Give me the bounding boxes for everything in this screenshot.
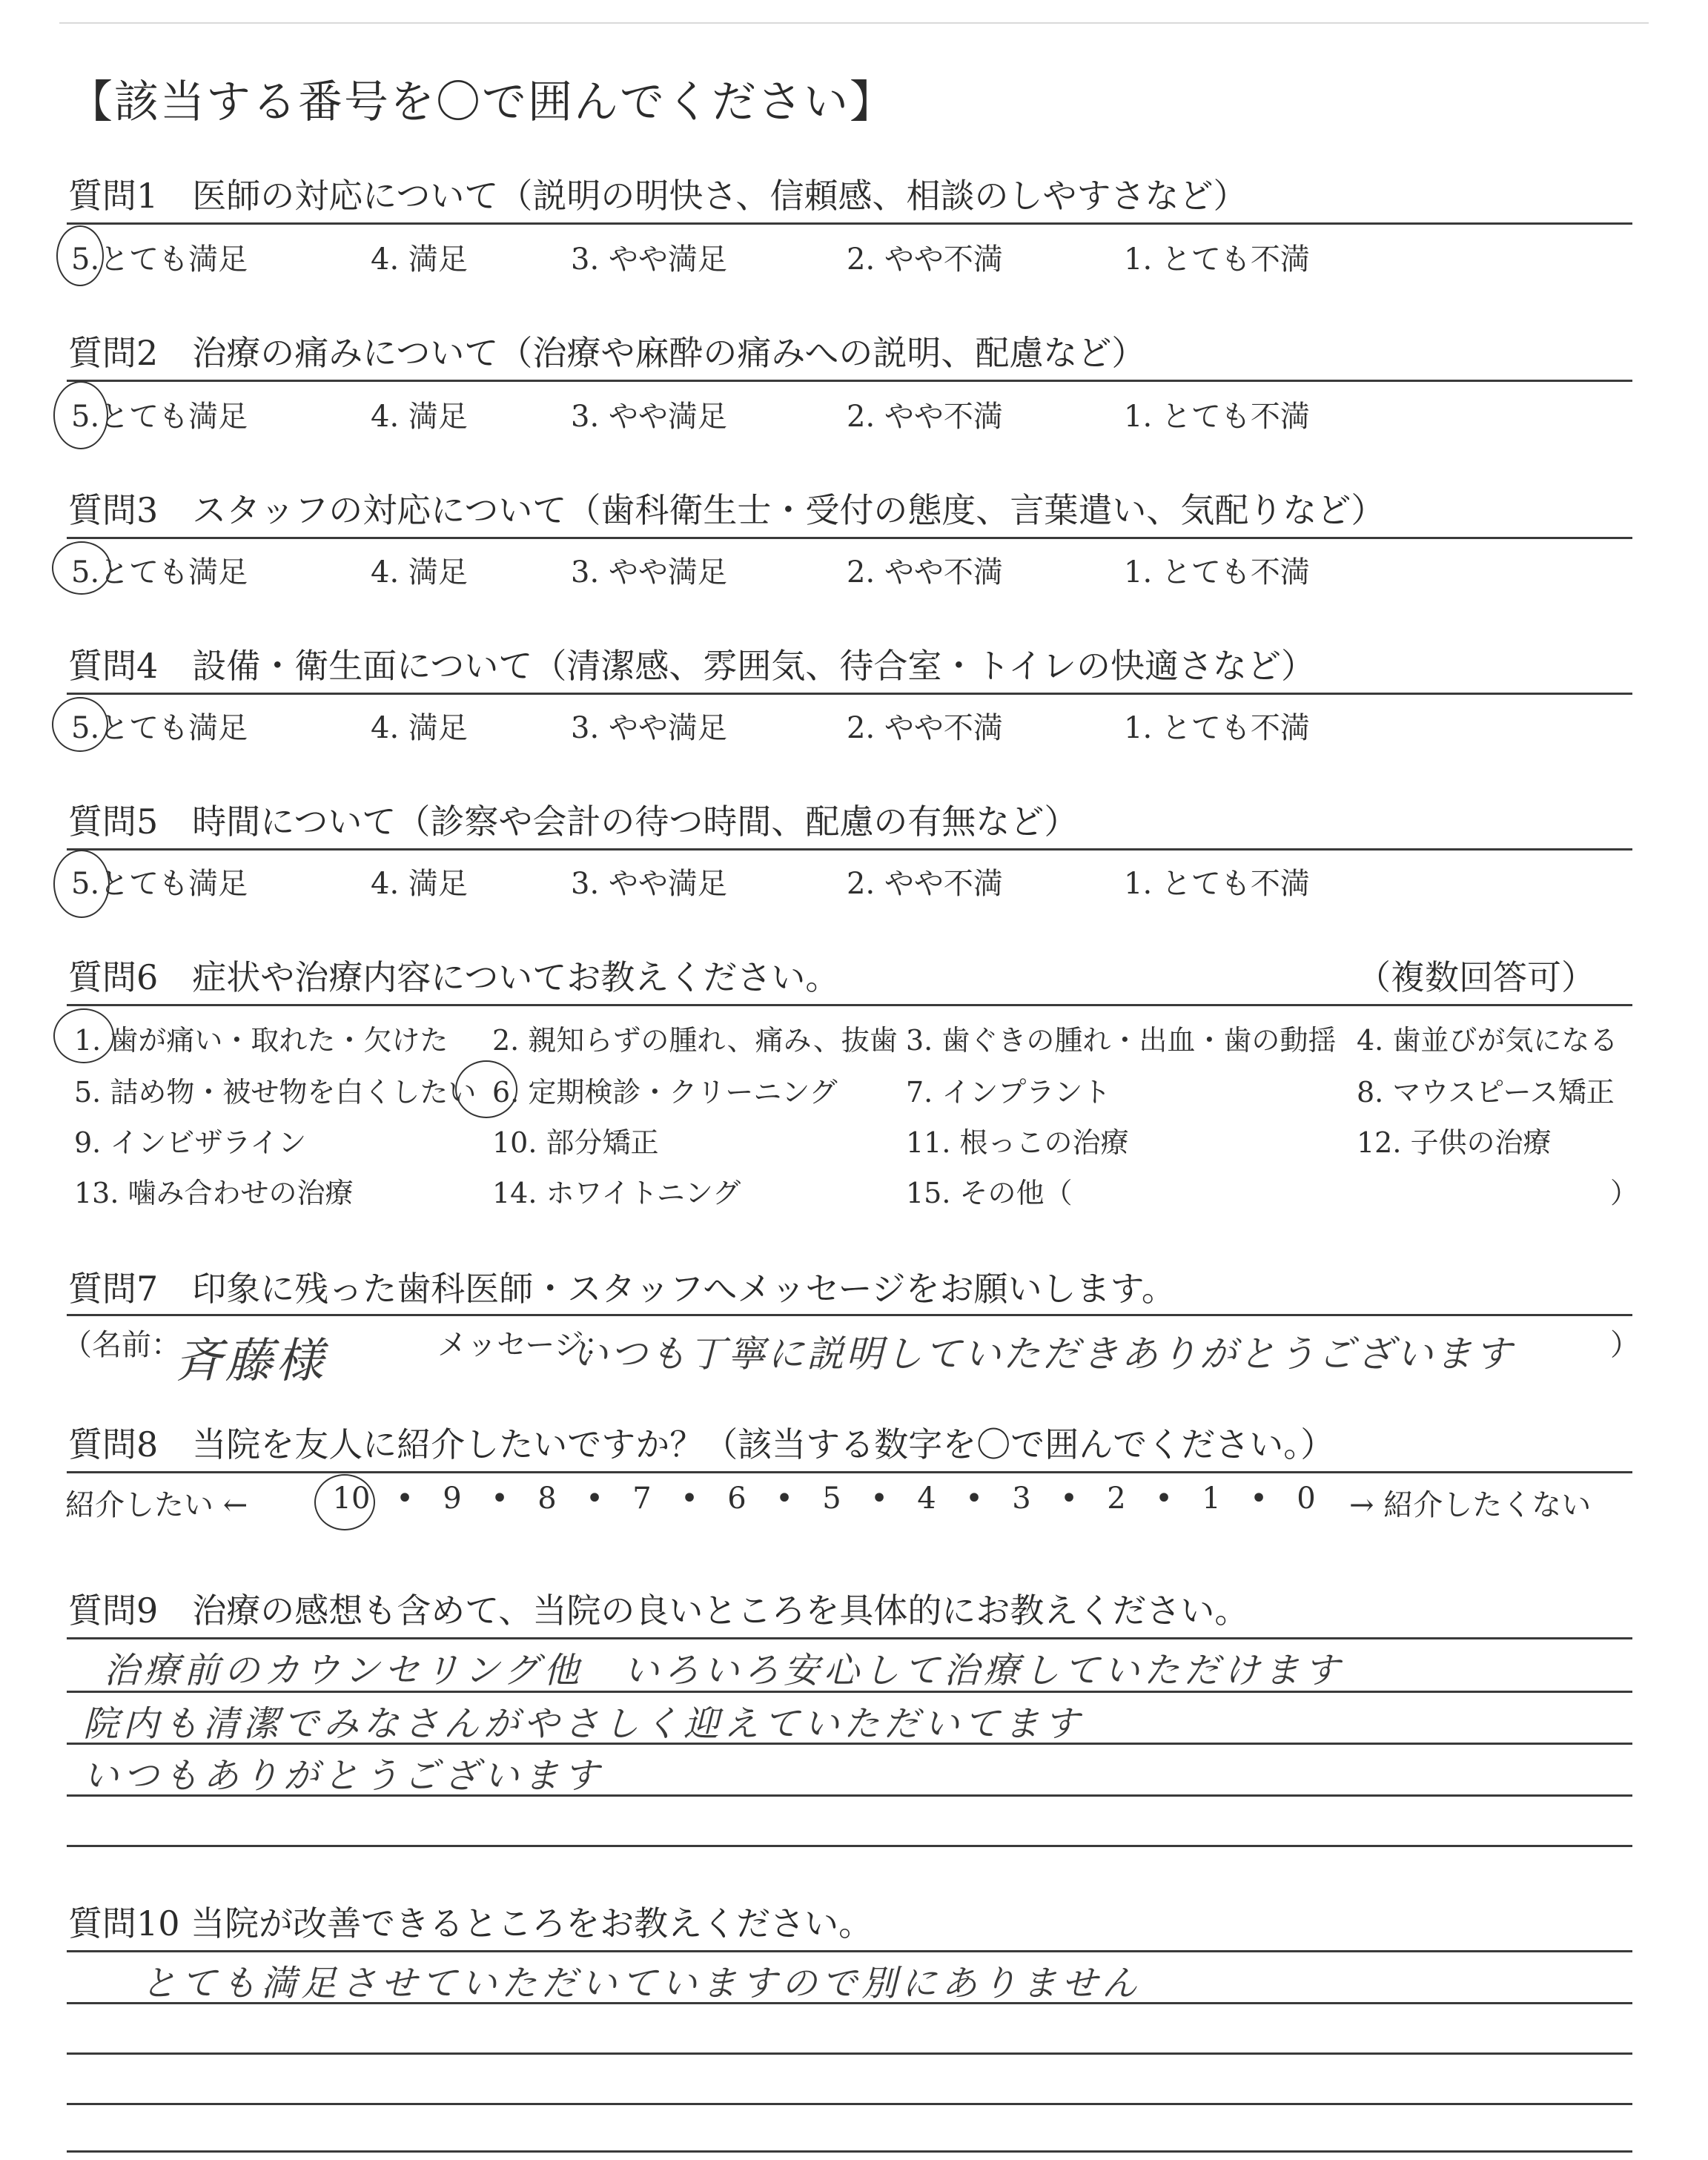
q8-value-3[interactable]: 3: [1012, 1482, 1031, 1516]
q1-option-3[interactable]: 3. やや満足: [571, 242, 727, 277]
question-3-title: 質問3 スタッフの対応について（歯科衛生士・受付の態度、言葉遣い、気配りなど）: [68, 490, 1386, 530]
question-8-rule: [67, 1471, 1632, 1473]
question-9-title: 質問9 治療の感想も含めて、当院の良いところを具体的にお教えください。: [68, 1591, 1249, 1631]
q8-value-8[interactable]: 8: [537, 1482, 557, 1516]
q5-option-5[interactable]: 5.とても満足: [71, 867, 248, 901]
question-4-rule: [67, 693, 1632, 695]
q8-value-6[interactable]: 6: [727, 1482, 747, 1516]
q3-option-1[interactable]: 1. とても不満: [1124, 555, 1310, 589]
q6-item-3[interactable]: 3. 歯ぐきの腫れ・出血・歯の動揺: [906, 1024, 1337, 1057]
q4-option-5[interactable]: 5.とても満足: [71, 711, 248, 745]
q10-answer-line-1[interactable]: とても満足させていただいていますので別にありません: [141, 1963, 1142, 2004]
q6-item-7[interactable]: 7. インプラント: [906, 1076, 1111, 1109]
q2-option-1[interactable]: 1. とても不満: [1124, 400, 1310, 434]
q6-item-6[interactable]: 6. 定期検診・クリーニング: [492, 1076, 838, 1109]
q6-item-14[interactable]: 14. ホワイトニング: [492, 1177, 741, 1209]
q4-selection-circle: [52, 697, 108, 752]
q8-dot: •: [681, 1482, 698, 1516]
q3-option-2[interactable]: 2. やや不満: [847, 555, 1003, 589]
question-2-title: 質問2 治療の痛みについて（治療や麻酔の痛みへの説明、配慮など）: [68, 333, 1146, 373]
q5-option-4[interactable]: 4. 満足: [371, 867, 468, 901]
question-1-rule: [67, 222, 1632, 225]
q8-value-4[interactable]: 4: [917, 1482, 936, 1516]
q9-answer-line-1[interactable]: 治療前のカウンセリング他 いろいろ安心して治療していただけます: [104, 1650, 1345, 1691]
q8-value-1[interactable]: 1: [1202, 1482, 1221, 1516]
q1-option-4[interactable]: 4. 満足: [371, 242, 468, 277]
question-10-title: 質問10 当院が改善できるところをお教えください。: [68, 1903, 873, 1943]
q3-option-3[interactable]: 3. やや満足: [571, 555, 727, 589]
q4-option-2[interactable]: 2. やや不満: [847, 711, 1003, 745]
question-5-title: 質問5 時間について（診察や会計の待つ時間、配慮の有無など）: [68, 802, 1079, 842]
q8-dot: •: [870, 1482, 888, 1516]
q3-option-5[interactable]: 5.とても満足: [71, 555, 248, 589]
q7-name-label: （名前：: [62, 1328, 181, 1362]
q8-dot: •: [1155, 1482, 1173, 1516]
q3-selection-circle: [52, 541, 111, 595]
q7-message-label: メッセージ：: [437, 1328, 614, 1362]
q7-name-handwritten[interactable]: 斉藤様: [175, 1334, 326, 1389]
q5-option-1[interactable]: 1. とても不満: [1124, 867, 1310, 901]
question-5-rule: [67, 848, 1632, 851]
q5-selection-circle: [53, 850, 110, 918]
q8-value-2[interactable]: 2: [1107, 1482, 1126, 1516]
q9-answer-line-2[interactable]: 院内も清潔でみなさんがやさしく迎えていただいてます: [83, 1703, 1085, 1745]
q6-item-15[interactable]: 15. その他（: [906, 1177, 1073, 1209]
question-4-title: 質問4 設備・衛生面について（清潔感、雰囲気、待合室・トイレの快適さなど）: [68, 646, 1316, 686]
question-6-rule: [67, 1004, 1632, 1006]
q1-option-1[interactable]: 1. とても不満: [1124, 242, 1310, 277]
q6-item-2[interactable]: 2. 親知らずの腫れ、痛み、抜歯: [492, 1024, 898, 1057]
q2-option-2[interactable]: 2. やや不満: [847, 400, 1003, 434]
q6-item-12[interactable]: 12. 子供の治療: [1357, 1126, 1552, 1159]
q8-dot: •: [775, 1482, 793, 1516]
q5-option-3[interactable]: 3. やや満足: [571, 867, 727, 901]
q10-line-5: [67, 2150, 1632, 2153]
q8-left-label: 紹介したい ←: [65, 1488, 248, 1522]
q2-option-4[interactable]: 4. 満足: [371, 400, 468, 434]
q8-dot: •: [1060, 1482, 1078, 1516]
q6-selection-circle-1: [53, 1008, 114, 1063]
q6-item-15-close: ）: [1610, 1177, 1639, 1209]
q8-value-9[interactable]: 9: [443, 1482, 462, 1516]
q10-line-1: [67, 1950, 1632, 1952]
question-7-rule: [67, 1314, 1632, 1316]
q6-item-1[interactable]: 1. 歯が痛い・取れた・欠けた: [74, 1024, 448, 1057]
q8-dot: •: [1250, 1482, 1268, 1516]
q6-item-10[interactable]: 10. 部分矯正: [492, 1126, 659, 1159]
q1-option-5[interactable]: 5.とても満足: [71, 242, 248, 277]
question-3-rule: [67, 537, 1632, 539]
q6-item-4[interactable]: 4. 歯並びが気になる: [1357, 1024, 1618, 1057]
q8-value-7[interactable]: 7: [632, 1482, 652, 1516]
q8-value-5[interactable]: 5: [822, 1482, 841, 1516]
q6-item-13[interactable]: 13. 噛み合わせの治療: [74, 1177, 354, 1209]
q4-option-1[interactable]: 1. とても不満: [1124, 711, 1310, 745]
q10-line-4: [67, 2103, 1632, 2105]
q6-item-5[interactable]: 5. 詰め物・被せ物を白くしたい: [74, 1076, 477, 1109]
question-6-multiple-note: （複数回答可）: [1357, 957, 1595, 997]
q2-selection-circle: [53, 381, 108, 449]
q2-option-5[interactable]: 5.とても満足: [71, 400, 248, 434]
q3-option-4[interactable]: 4. 満足: [371, 555, 468, 589]
q9-answer-line-3[interactable]: いつもありがとうございます: [83, 1755, 604, 1797]
q6-item-8[interactable]: 8. マウスピース矯正: [1357, 1076, 1615, 1109]
question-7-title: 質問7 印象に残った歯科医師・スタッフへメッセージをお願いします。: [68, 1269, 1176, 1309]
q2-option-3[interactable]: 3. やや満足: [571, 400, 727, 434]
q6-item-11[interactable]: 11. 根っこの治療: [906, 1126, 1129, 1159]
q10-line-3: [67, 2052, 1632, 2055]
q1-selection-circle: [56, 225, 104, 286]
q7-message-handwritten[interactable]: いつも丁寧に説明していただきありがとうございます: [571, 1332, 1514, 1375]
q5-option-2[interactable]: 2. やや不満: [847, 867, 1003, 901]
q8-selection-circle: [314, 1474, 375, 1530]
q4-option-3[interactable]: 3. やや満足: [571, 711, 727, 745]
question-1-title: 質問1 医師の対応について（説明の明快さ、信頼感、相談のしやすさなど）: [68, 176, 1248, 216]
q1-option-2[interactable]: 2. やや不満: [847, 242, 1003, 277]
q4-option-4[interactable]: 4. 満足: [371, 711, 468, 745]
q8-scale: [322, 1482, 1330, 1516]
q8-dot: •: [491, 1482, 509, 1516]
q8-dot: •: [586, 1482, 603, 1516]
q8-dot: •: [965, 1482, 983, 1516]
q9-line-5: [67, 1845, 1632, 1847]
q8-value-0[interactable]: 0: [1297, 1482, 1316, 1516]
question-8-title: 質問8 当院を友人に紹介したいですか？（該当する数字を〇で囲んでください。）: [68, 1424, 1335, 1464]
q8-value-10[interactable]: 10: [332, 1482, 371, 1516]
q9-line-1: [67, 1637, 1632, 1639]
question-6-title: 質問6 症状や治療内容についてお教えください。: [68, 957, 840, 997]
question-2-rule: [67, 380, 1632, 382]
q6-selection-circle-6: [455, 1060, 517, 1118]
q8-dot: •: [396, 1482, 414, 1516]
q6-item-9[interactable]: 9. インビザライン: [74, 1126, 307, 1159]
page-title: 【該当する番号を〇で囲んでください】: [68, 76, 896, 128]
q7-close-paren: ）: [1610, 1328, 1640, 1362]
top-border: [59, 22, 1649, 24]
q8-right-label: → 紹介したくない: [1349, 1488, 1592, 1522]
